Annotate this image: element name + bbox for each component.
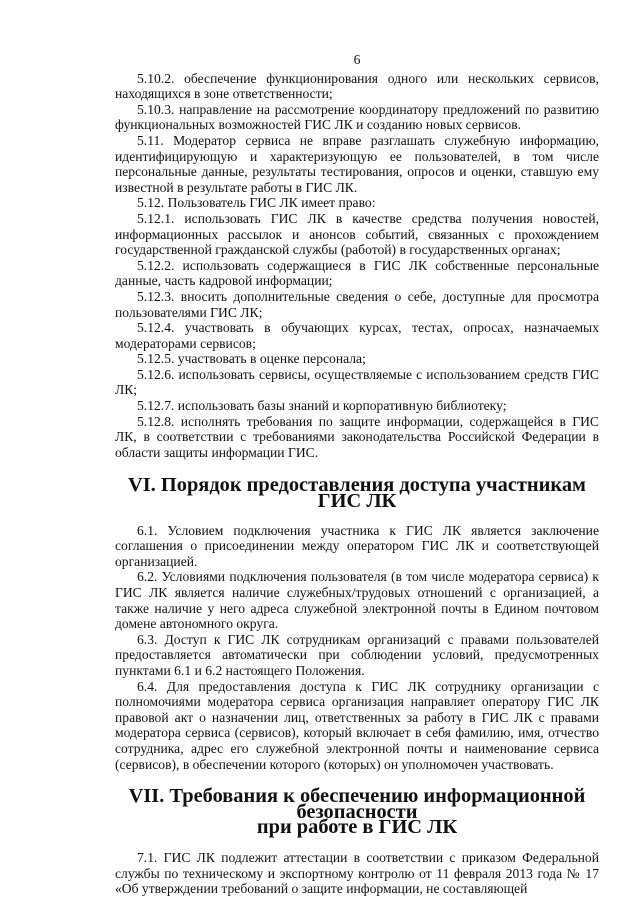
page-number: 6 — [353, 52, 361, 67]
paragraph-5-12-4: 5.12.4. участвовать в обучающих курсах, тестах, опросах, назначаемых модераторами сервисов; — [115, 320, 599, 351]
paragraph-5-12-8: 5.12.8. исполнять требования по защите информации, содержащейся в ГИС ЛК, в соответствии с требованиями законодательства Российской Федерации в области защиты информации ГИС. — [115, 413, 599, 460]
section-7-heading-line-2: при работе в ГИС ЛК — [256, 816, 458, 839]
paragraph-6-3: 6.3. Доступ к ГИС ЛК сотрудникам организаций с правами пользователей предоставляется автоматически при соблюдении условий, предусмотренных пунктами 6.1 и 6.2 настоящего Положения. — [115, 631, 599, 678]
section-7-heading-line-1: VII. Требования к обеспечению информационной безопасности — [128, 785, 586, 823]
paragraph-5-12: 5.12. Пользователь ГИС ЛК имеет право: — [137, 195, 376, 211]
paragraph-6-1: 6.1. Условием подключения участника к ГИС ЛК является заключение соглашения о присоединении между оператором ГИС ЛК и соответствующей организацией. — [115, 522, 599, 569]
document-page — [115, 52, 599, 897]
paragraph-5-12-5: 5.12.5. участвовать в оценке персонала; — [137, 351, 366, 367]
paragraph-5-11: 5.11. Модератор сервиса не вправе разглашать служебную информацию, идентифицирующую и характеризующую ее пользователей, в том числе персональные данные, результаты тестирования, опросов и оценки, ставшую ему известной в результате работы в ГИС ЛК. — [115, 132, 599, 195]
paragraph-6-2: 6.2. Условиями подключения пользователя (в том числе модератора сервиса) к ГИС ЛК является наличие служебных/трудовых отношений с организацией, а также наличие у него адреса служебной электронной почты в Едином почтовом домене автономного округа. — [115, 569, 599, 632]
paragraph-5-12-6: 5.12.6. использовать сервисы, осуществляемые с использованием средств ГИС ЛК; — [115, 366, 599, 398]
paragraph-5-12-3: 5.12.3. вносить дополнительные сведения о себе, доступные для просмотра пользователями ГИС ЛК; — [115, 288, 599, 320]
paragraph-6-4: 6.4. Для предоставления доступа к ГИС ЛК сотруднику организации с полномочиями модератора сервиса организация направляет оператору ГИС ЛК правовой акт о назначении лиц, ответственных за работу в ГИС ЛК с правами модератора сервиса (сервисов), который включает в себя фамилию, имя, отчество сотрудника, адрес его служебной электронной почты и наименование сервиса (сервисов), в обеспечении которого (которых) он уполномочен участвовать. — [115, 678, 599, 772]
section-7-heading — [115, 785, 599, 839]
paragraph-5-12-7: 5.12.7. использовать базы знаний и корпоративную библиотеку; — [137, 398, 507, 414]
paragraph-5-12-1: 5.12.1. использовать ГИС ЛК в качестве средства получения новостей, информационных рассылок и анонсов событий, связанных с прохождением государственной гражданской службы (работой) в государственных органах; — [115, 210, 599, 258]
paragraph-5-12-2: 5.12.2. использовать содержащиеся в ГИС ЛК собственные персональные данные, часть кадровой информации; — [115, 257, 599, 289]
section-6-heading: VI. Порядок предоставления доступа участникам ГИС ЛК — [128, 474, 586, 513]
paragraph-7-1: 7.1. ГИС ЛК подлежит аттестации в соответствии с приказом Федеральной службы по техническому и экспортному контролю от 11 февраля 2013 года № 17 «Об утверждении требований о защите информации, не составляющей — [115, 849, 599, 897]
paragraph-5-10-3: 5.10.3. направление на рассмотрение координатору предложений по развитию функциональных возможностей ГИС ЛК и созданию новых сервисов. — [115, 101, 599, 133]
section-7-body — [115, 850, 599, 897]
paragraph-5-10-2: 5.10.2. обеспечение функционирования одного или нескольких сервисов, находящихся в зоне ответственности; — [115, 70, 599, 102]
section-5-continuation — [115, 71, 599, 461]
section-6-body — [115, 523, 599, 773]
